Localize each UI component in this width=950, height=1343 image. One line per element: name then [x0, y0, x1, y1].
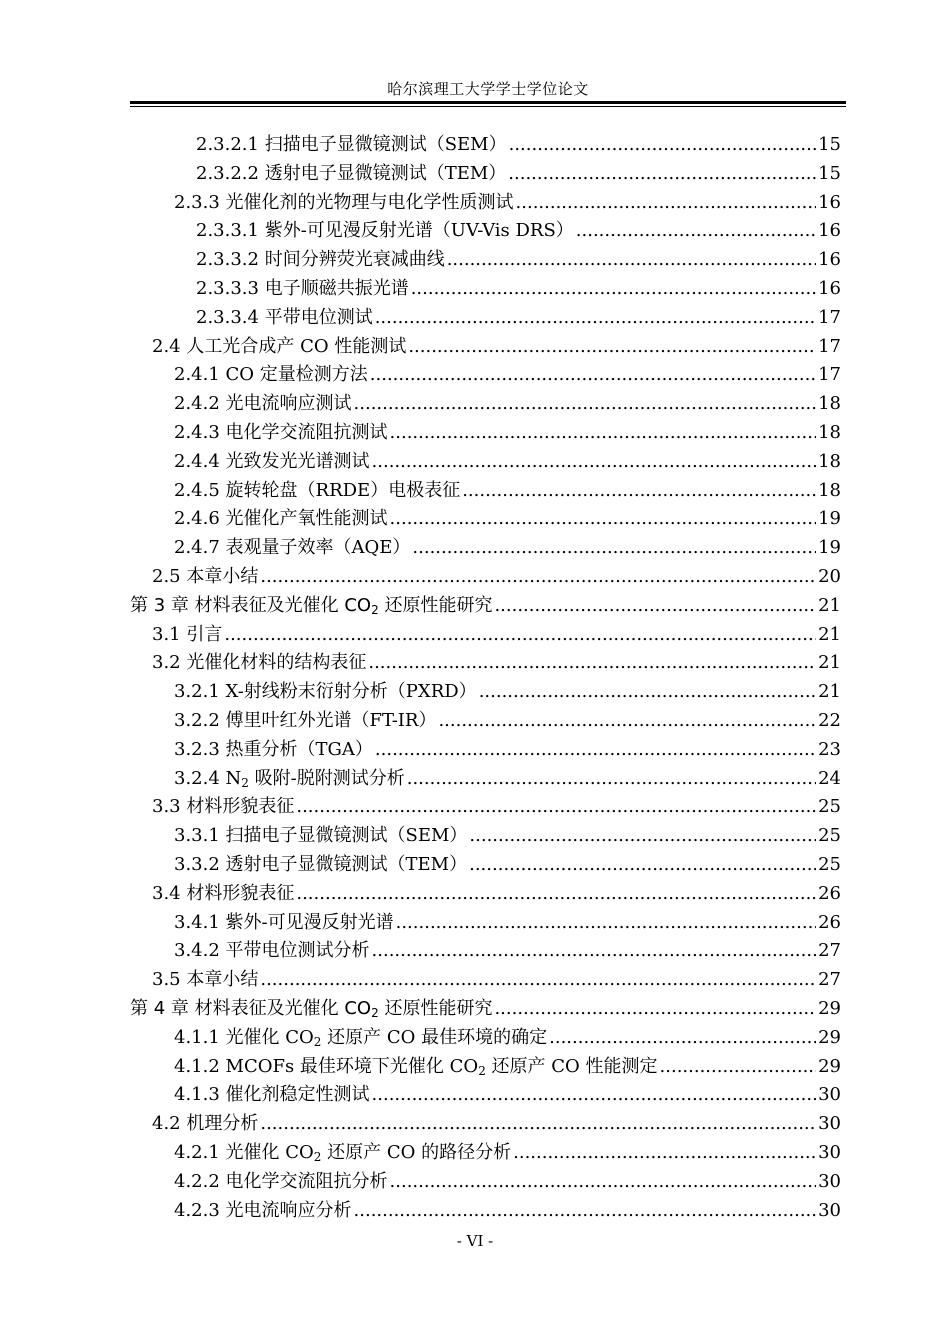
toc-page-number: 27	[818, 940, 841, 962]
toc-entry-title: 2.4 人工光合成产 CO 性能测试	[152, 335, 407, 357]
toc-entry[interactable]	[174, 448, 841, 476]
toc-leader-dots	[296, 880, 816, 908]
toc-leader-dots	[494, 995, 816, 1023]
toc-entry-title: 3.1 引言	[152, 623, 223, 645]
toc-leader-dots	[479, 678, 816, 706]
toc-leader-dots	[390, 419, 817, 447]
toc-leader-dots	[390, 1168, 817, 1196]
toc-page-number: 18	[818, 393, 841, 415]
toc-entry[interactable]	[196, 304, 841, 332]
toc-leader-dots	[260, 1110, 816, 1138]
toc-leader-dots	[372, 448, 817, 476]
toc-leader-dots	[372, 937, 817, 965]
toc-page-number: 23	[818, 738, 841, 760]
toc-entry-title: 3.4.2 平带电位测试分析	[174, 940, 370, 962]
toc-leader-dots	[390, 505, 817, 533]
toc-entry-title	[130, 995, 492, 1023]
toc-leader-dots	[396, 909, 816, 937]
toc-entry[interactable]	[174, 477, 841, 505]
toc-page-number: 18	[818, 422, 841, 443]
toc-entry[interactable]	[174, 1081, 841, 1109]
toc-entry[interactable]	[196, 275, 841, 303]
toc-entry[interactable]	[152, 966, 841, 994]
toc-entry-title: 2.3.3.2 时间分辨荧光衰减曲线	[196, 249, 445, 271]
toc-entry-title-part: 4.1.1 光催化 CO	[174, 1026, 314, 1048]
toc-entry[interactable]	[196, 246, 841, 274]
toc-entry[interactable]	[174, 1139, 841, 1167]
toc-leader-dots	[372, 1081, 817, 1109]
toc-entry-title: 2.4.1 CO 定量检测方法	[174, 364, 368, 386]
toc-leader-dots	[516, 189, 817, 217]
subscript: 2	[241, 775, 249, 790]
toc-entry-title: 2.4.7 表观量子效率（AQE）	[174, 537, 411, 559]
toc-page-number: 24	[818, 767, 841, 789]
toc-leader-dots	[411, 275, 816, 303]
toc-entry-title-part: 4.1.2 MCOFs 最佳环境下光催化 CO	[174, 1055, 479, 1077]
toc-leader-dots	[354, 1197, 817, 1225]
toc-entry-title-part: 4.2.1 光催化 CO	[174, 1142, 314, 1163]
page-number: - VI -	[456, 1232, 494, 1250]
toc-leader-dots	[296, 793, 816, 821]
toc-entry-title: 3.4.1 紫外-可见漫反射光谱	[174, 911, 394, 933]
toc-entry-title: 2.3.3.4 平带电位测试	[196, 306, 373, 328]
toc-page-number: 25	[818, 825, 841, 847]
toc-leader-dots	[462, 477, 816, 505]
toc-entry-title	[174, 765, 405, 793]
toc-leader-dots	[412, 534, 816, 562]
toc-entry[interactable]	[174, 1053, 841, 1081]
toc-leader-dots	[494, 592, 816, 620]
toc-page-number: 16	[818, 191, 841, 213]
toc-leader-dots	[260, 966, 816, 994]
toc-entry-title: 2.3.3 光催化剂的光物理与电化学性质测试	[174, 191, 514, 213]
toc-entry[interactable]	[174, 1197, 841, 1225]
header-rule-thick	[130, 101, 846, 104]
toc-entry[interactable]	[152, 1110, 841, 1138]
toc-page-number: 21	[818, 681, 841, 703]
toc-entry-title	[174, 1139, 511, 1167]
toc-page-number: 16	[818, 249, 841, 271]
toc-entry-title: 3.2.1 X-射线粉末衍射分析（PXRD）	[174, 681, 477, 703]
toc-page-number: 21	[818, 652, 841, 674]
toc-entry-title: 3.2.3 热重分析（TGA）	[174, 738, 373, 760]
toc-entry-title-part: 还原性能研究	[378, 998, 493, 1019]
toc-entry[interactable]	[174, 678, 841, 706]
toc-entry-title	[174, 1053, 658, 1081]
toc-entry-title: 3.3 材料形貌表征	[152, 796, 295, 818]
toc-entry[interactable]	[196, 131, 841, 159]
toc-page-number: 15	[818, 134, 841, 155]
toc-page-number: 26	[818, 911, 841, 933]
toc-entry[interactable]	[152, 649, 841, 677]
toc-entry-title-part: 3.2.4 N	[174, 767, 242, 789]
toc-entry-title: 2.4.4 光致发光光谱测试	[174, 450, 370, 472]
toc-entry[interactable]	[174, 822, 841, 850]
toc-entry-title: 4.2 机理分析	[152, 1113, 259, 1135]
toc-leader-dots	[447, 246, 816, 274]
toc-leader-dots	[260, 563, 816, 591]
toc-entry-title-part: 吸附-脱附测试分析	[248, 767, 405, 789]
toc-chapter-entry[interactable]	[130, 592, 841, 620]
toc-leader-dots	[354, 390, 817, 418]
toc-leader-dots	[513, 1139, 816, 1167]
toc-entry[interactable]	[174, 909, 841, 937]
toc-page-number: 15	[818, 162, 841, 184]
toc-entry-title: 3.2 光催化材料的结构表征	[152, 652, 367, 674]
toc-leader-dots	[508, 160, 816, 188]
toc-page-number: 21	[818, 623, 841, 645]
toc-page-number: 30	[818, 1113, 841, 1135]
toc-entry[interactable]	[152, 621, 841, 649]
toc-leader-dots	[368, 649, 816, 677]
toc-entry[interactable]	[174, 937, 841, 965]
subscript: 2	[313, 1150, 322, 1164]
toc-entry[interactable]	[174, 736, 841, 764]
toc-leader-dots	[660, 1053, 817, 1081]
toc-entry[interactable]	[152, 563, 841, 591]
toc-entry[interactable]	[174, 534, 841, 562]
toc-page-number: 30	[818, 1142, 841, 1163]
subscript: 2	[371, 602, 379, 617]
toc-entry-title: 2.3.3.1 紫外-可见漫反射光谱（UV-Vis DRS）	[196, 220, 574, 242]
toc-leader-dots	[407, 765, 816, 793]
toc-page-number: 17	[818, 306, 841, 328]
toc-leader-dots	[509, 131, 816, 159]
toc-page-number: 29	[818, 1026, 841, 1048]
toc-entry-title: 2.4.3 电化学交流阻抗测试	[174, 422, 388, 443]
toc-entry-title-part: 第 3 章 材料表征及光催化 CO	[130, 594, 372, 616]
toc-entry[interactable]	[196, 217, 841, 245]
toc-entry-title: 4.2.2 电化学交流阻抗分析	[174, 1170, 388, 1192]
toc-entry-title	[174, 1024, 547, 1052]
toc-entry-title-part: 还原性能研究	[378, 594, 493, 616]
toc-entry-title: 3.4 材料形貌表征	[152, 882, 295, 904]
toc-entry-title: 2.4.5 旋转轮盘（RRDE）电极表征	[174, 479, 461, 501]
toc-entry-title: 3.3.2 透射电子显微镜测试（TEM）	[174, 854, 468, 875]
toc-leader-dots	[549, 1024, 816, 1052]
toc-entry[interactable]	[174, 707, 841, 735]
toc-entry[interactable]	[196, 160, 841, 188]
toc-leader-dots	[469, 822, 816, 850]
toc-entry-title	[130, 592, 492, 620]
toc-leader-dots	[408, 333, 816, 361]
toc-page-number: 17	[818, 335, 841, 357]
toc-entry[interactable]	[174, 505, 841, 533]
header-rule-thin	[130, 106, 846, 107]
toc-page-number: 30	[818, 1170, 841, 1192]
subscript: 2	[478, 1063, 486, 1078]
toc-entry[interactable]	[174, 851, 841, 879]
toc-entry-title: 3.2.2 傅里叶红外光谱（FT-IR）	[174, 710, 437, 731]
subscript: 2	[371, 1006, 379, 1020]
toc-entry-title: 3.3.1 扫描电子显微镜测试（SEM）	[174, 825, 468, 847]
toc-entry-title: 2.3.2.2 透射电子显微镜测试（TEM）	[196, 162, 507, 184]
subscript: 2	[313, 1034, 322, 1049]
toc-page-number: 19	[818, 508, 841, 530]
toc-page-number: 21	[818, 594, 841, 616]
toc-page-number: 22	[818, 710, 841, 731]
toc-page-number: 18	[818, 450, 841, 472]
toc-page-number: 25	[818, 796, 841, 818]
toc-page-number: 29	[818, 998, 841, 1019]
toc-page-number: 25	[818, 854, 841, 875]
toc-leader-dots	[438, 707, 816, 735]
toc-page-number: 17	[818, 364, 841, 386]
toc-entry-title-part: 还原产 CO 最佳环境的确定	[321, 1026, 548, 1048]
toc-page-number: 20	[818, 566, 841, 587]
toc-entry-title: 2.3.3.3 电子顺磁共振光谱	[196, 278, 409, 299]
toc-page-number: 30	[818, 1199, 841, 1221]
toc-entry[interactable]	[174, 1024, 841, 1052]
toc-leader-dots	[375, 304, 816, 332]
toc-page-number: 30	[818, 1084, 841, 1106]
toc-entry[interactable]	[174, 765, 841, 793]
toc-leader-dots	[576, 217, 816, 245]
toc-entry[interactable]	[174, 1168, 841, 1196]
toc-entry[interactable]	[174, 361, 841, 389]
toc-entry-title: 4.1.3 催化剂稳定性测试	[174, 1084, 370, 1106]
toc-page-number: 19	[818, 537, 841, 559]
running-header: 哈尔滨理工大学学士学位论文	[387, 80, 589, 98]
toc-entry-title-part: 还原产 CO 性能测定	[485, 1055, 658, 1077]
toc-entry-title-part: 还原产 CO 的路径分析	[321, 1142, 512, 1163]
toc-entry-title: 2.4.6 光催化产氧性能测试	[174, 508, 388, 530]
toc-entry[interactable]	[174, 419, 841, 447]
toc-entry-title: 3.5 本章小结	[152, 969, 259, 991]
toc-leader-dots	[224, 621, 816, 649]
toc-entry-title: 4.2.3 光电流响应分析	[174, 1199, 352, 1221]
toc-page-number: 26	[818, 882, 841, 904]
toc-entry-title: 2.5 本章小结	[152, 566, 259, 587]
toc-leader-dots	[375, 736, 816, 764]
toc-leader-dots	[370, 361, 816, 389]
toc-page-number: 16	[818, 278, 841, 299]
toc-page-number: 18	[818, 479, 841, 501]
toc-entry-title: 2.3.2.1 扫描电子显微镜测试（SEM）	[196, 134, 507, 155]
toc-entry-title: 2.4.2 光电流响应测试	[174, 393, 352, 415]
toc-entry[interactable]	[174, 189, 841, 217]
toc-entry[interactable]	[152, 880, 841, 908]
toc-page-number: 16	[818, 220, 841, 242]
toc-chapter-entry[interactable]	[130, 995, 841, 1023]
toc-entry[interactable]	[152, 793, 841, 821]
toc-entry[interactable]	[152, 333, 841, 361]
toc-entry-title-part: 第 4 章 材料表征及光催化 CO	[130, 998, 372, 1019]
toc-page-number: 29	[818, 1055, 841, 1077]
toc-leader-dots	[469, 851, 816, 879]
toc-page-number: 27	[818, 969, 841, 991]
toc-entry[interactable]	[174, 390, 841, 418]
